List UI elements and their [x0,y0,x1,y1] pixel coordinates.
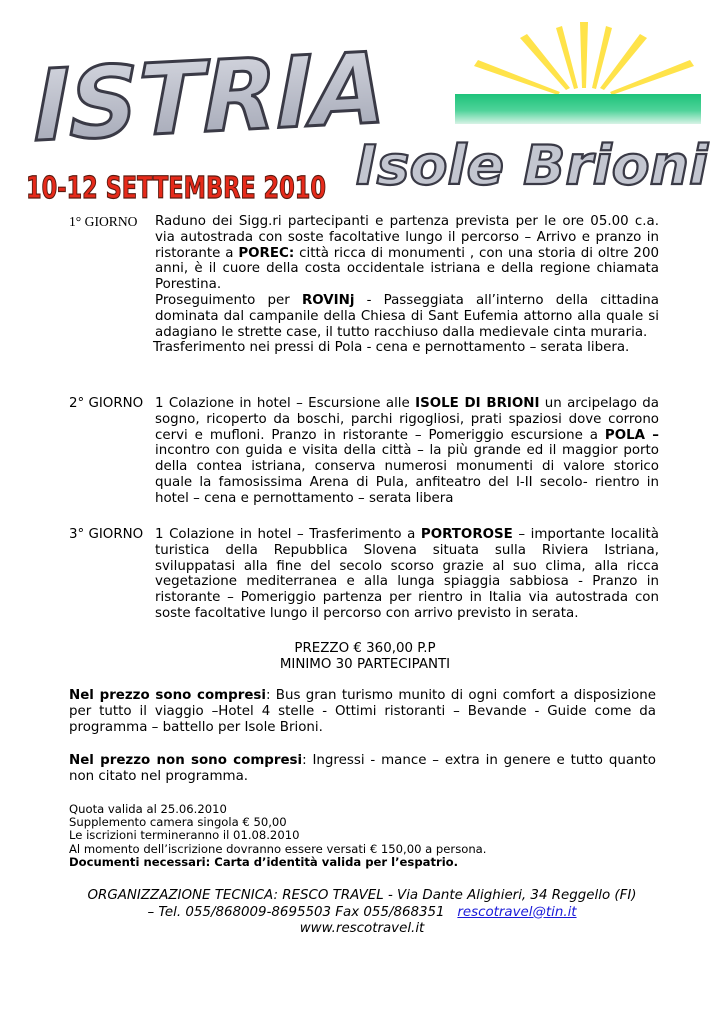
day-1-paragraph-1: Raduno dei Sigg.ri partecipanti e partenza prevista per le ore 05.00 c.a. via autostrada con soste facoltative lungo il percorso – Arrivo e pranzo in ristorante a POREC: città ricca di monumenti , con una storia di oltre 200 anni, è il cuore della costa occidentale istriana e della regione chiamata Porestina. [155,214,659,293]
day-3-label: 3° GIORNO [69,527,144,542]
excluded-section [69,753,656,785]
note-validity: Quota valida al 25.06.2010 [69,802,227,816]
excluded-label: Nel prezzo non sono compresi [69,753,303,768]
header-artwork [0,0,724,205]
day-2-label: 2° GIORNO [69,396,144,411]
included-section [69,688,656,735]
notes [69,803,629,869]
dates-banner: 10-12 SETTEMBRE 2010 [26,171,326,205]
subtitle: Isole Brioni [356,134,710,197]
note-documents: Documenti necessari: Carta d’identità valida per l’espatrio. [69,854,459,869]
note-deposit: Al momento dell’iscrizione dovranno essere versati € 150,00 a persona. [69,841,487,856]
excluded-text: : Ingressi - mance – extra in genere e tutto quanto non citato nel programma. [69,753,656,784]
price-line: PREZZO € 360,00 P.P [294,641,436,656]
price-box [3,641,724,673]
note-single-room: Supplemento camera singola € 50,00 [69,815,287,830]
included-text: : Bus gran turismo munito di ogni comfort a disposizione per tutto il viaggio –Hotel 4 stelle - Ottimi ristoranti – Bevande - Guide come da programma – battello per Isole Brioni. [69,688,656,735]
day-2 [69,396,659,507]
note-registration-deadline: Le iscrizioni termineranno il 01.08.2010 [69,828,300,843]
sun-icon [474,22,694,95]
header [0,0,724,205]
day-1 [69,214,659,356]
page-title: ISTRIA [34,31,396,165]
included-label: Nel prezzo sono compresi [69,688,266,703]
day-3 [69,527,659,622]
footer-organizer: ORGANIZZAZIONE TECNICA: RESCO TRAVEL - Via Dante Alighieri, 34 Reggello (FI) [87,888,637,903]
day-2-paragraph: 1 Colazione in hotel – Escursione alle ISOLE DI BRIONI un arcipelago da sogno, ricoperto da boschi, parchi rigogliosi, prati spaziosi dove corrono cervi e mufloni. Pranzo in ristorante – Pomeriggio escursione a POLA – incontro con guida e visita della città – la più grande ed il maggior porto della contea istriana, conserva numerosi monumenti di valore storico quale la famosissima Arena di Pula, anfiteatro del I-II secolo- rientro in hotel – cena e pernottamento – serata libera [155,396,659,506]
day-1-paragraph-3: Trasferimento nei pressi di Pola - cena e pernottamento – serata libera. [153,340,630,356]
day-1-label: 1° GIORNO [69,214,138,229]
horizon-bar [455,94,701,124]
email-link[interactable]: rescotravel@tin.it [457,904,577,920]
day-1-paragraph-2: Proseguimento per ROVINj - Passeggiata all’interno della cittadina dominata dal campanile della Chiesa di Sant Eufemia attorno alla quale si adagiano le strette case, il tutto racchiuso dalla medievale cinta muraria. [155,292,659,340]
day-3-paragraph: 1 Colazione in hotel – Trasferimento a PORTOROSE – importante località turistica della Repubblica Slovena situata sulla Riviera Istriana, sviluppatasi alla fine del secolo scorso grazie al suo clima, alla ricca vegetazione mediterranea e alla lunga spiaggia sabbiosa - Pranzo in ristorante – Pomeriggio partenza per rientro in Italia via autostrada con soste facoltative lungo il percorso con arrivo previsto in serata. [155,527,659,621]
website-link[interactable]: www.rescotravel.it [299,921,425,936]
footer [0,888,724,938]
footer-contacts: – Tel. 055/868009-8695503 Fax 055/868351 rescotravel@tin.it [147,904,577,920]
minimum-participants: MINIMO 30 PARTECIPANTI [279,656,451,672]
